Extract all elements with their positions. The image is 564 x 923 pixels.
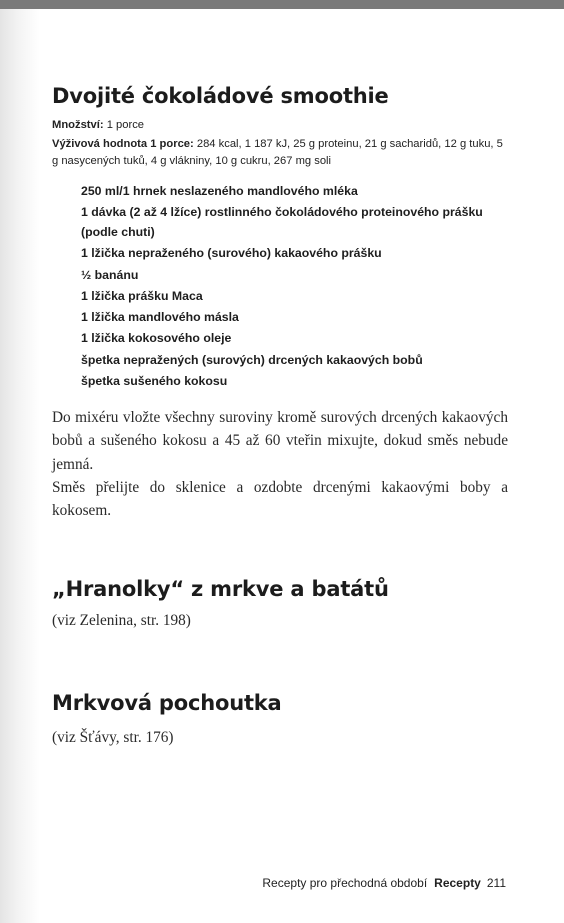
section-title: Mrkvová pochoutka bbox=[52, 691, 282, 715]
recipe-nutrition bbox=[52, 136, 508, 170]
recipe-quantity bbox=[52, 117, 508, 134]
quantity-value: 1 porce bbox=[103, 119, 145, 131]
ingredient-item: špetka nepražených (surových) drcených kakaových bobů bbox=[81, 352, 423, 367]
page-footer bbox=[262, 876, 506, 890]
page-number: 211 bbox=[486, 876, 506, 890]
ingredient-list bbox=[81, 181, 501, 392]
ingredient-item: 1 lžička prášku Maca bbox=[81, 288, 203, 303]
ingredient-item: 1 lžička mandlového másla bbox=[81, 310, 239, 325]
page-spine-shadow bbox=[0, 9, 40, 923]
instruction-paragraph: Do mixéru vložte všechny suroviny kromě surových drcených kakaových bobů a sušeného kokosu a 45 až 60 vteřin mixujte, dokud směs nebude jemná. bbox=[52, 409, 508, 473]
section-title: „Hranolky“ z mrkve a batátů bbox=[52, 577, 389, 601]
nutrition-value: 284 kcal, 1 187 kJ, 25 g proteinu, 21 g sacharidů, 12 g tuku, 5 g nasycených tuků, 4 g vlákniny, 10 g cukru, 267 mg soli bbox=[52, 138, 503, 167]
ingredient-item: 1 lžička nepraženého (surového) kakaového prášku bbox=[81, 246, 382, 261]
ingredient-item: 1 dávka (2 až 4 lžíce) rostlinného čokoládového proteinového prášku (podle chuti) bbox=[81, 205, 483, 240]
ingredient-item: 250 ml/1 hrnek neslazeného mandlového mléka bbox=[81, 184, 358, 198]
cross-reference: (viz Zelenina, str. 198) bbox=[52, 612, 191, 629]
recipe-title: Dvojité čokoládové smoothie bbox=[52, 84, 389, 108]
ingredient-item: špetka sušeného kokosu bbox=[81, 374, 228, 389]
instruction-paragraph: Směs přelijte do sklenice a ozdobte drcenými kakaovými boby a kokosem. bbox=[52, 479, 508, 520]
page-top-bar bbox=[0, 0, 564, 9]
ingredient-item: ½ banánu bbox=[81, 267, 139, 282]
quantity-label: Množství: bbox=[52, 119, 104, 131]
nutrition-label: Výživová hodnota 1 porce: bbox=[52, 138, 194, 150]
ingredient-item: 1 lžička kokosového oleje bbox=[81, 331, 232, 346]
footer-chapter: Recepty pro přechodná období bbox=[262, 876, 428, 890]
footer-section: Recepty bbox=[434, 876, 481, 890]
cross-reference: (viz Šťávy, str. 176) bbox=[52, 729, 174, 746]
